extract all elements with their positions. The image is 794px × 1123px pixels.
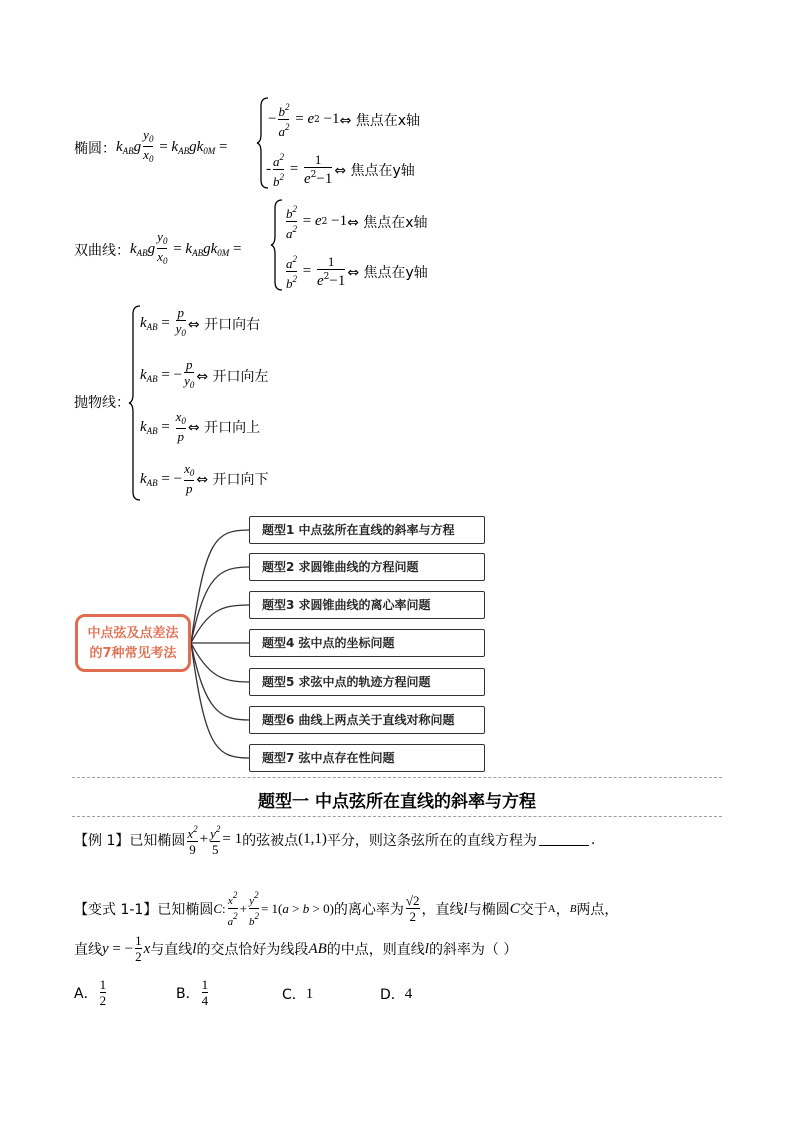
mindmap-topic-4: 题型4 弦中点的坐标问题 (249, 629, 485, 657)
option-c[interactable]: C． 1 (282, 985, 314, 1003)
ellipse-row-x: − $\frac{b^2}{a^2}$ = e 2 −1 ⇔ 焦点在x轴 (268, 102, 421, 139)
parabola-row-right: $k_{AB}$ = $\frac{p}{y_0}$ ⇔ 开口向右 (140, 305, 261, 338)
parabola-row-down-text: ⇔ 开口向下 (196, 472, 269, 488)
option-b[interactable]: B． $\frac{1}{4}$ (176, 977, 209, 1008)
variant-1-1-line2: 直线 y = − $\frac{1}{2}$ x 与直线 l 的交点恰好为线段 AB 的中点，则直线 l 的斜率为（ ） (74, 933, 518, 964)
parabola-row-left-text: ⇔ 开口向左 (196, 368, 269, 385)
parabola-row-down: $k_{AB}$ = − $\frac{x_0}{p}$ ⇔ 开口向下 (140, 461, 269, 496)
ellipse-formula-lhs: 椭圆： $k_{AB}$ g $\frac{y_0}{x_0}$ = $k_{AB}$ g $k_{0M}$ = (74, 127, 228, 164)
hyperbola-label: 双曲线： (74, 242, 130, 259)
parabola-row-up: $k_{AB}$ = $\frac{x_0}{p}$ ⇔ 开口向上 (140, 409, 261, 444)
ellipse-row-y: - $\frac{a^2}{b^2}$ = $\frac{1}{e^2-1}$ ⇔ 焦点在y轴 (266, 151, 415, 189)
hyperbola-row-y: $\frac{a^2}{b^2}$ = $\frac{1}{e^2-1}$ ⇔ 焦点在y轴 (286, 253, 428, 291)
option-a[interactable]: A． $\frac{1}{2}$ (74, 977, 107, 1008)
mindmap-topic-1: 题型1 中点弦所在直线的斜率与方程 (249, 516, 485, 544)
variant-1-1-line1: 【变式 1-1】 已知椭圆 C : $\frac{x^2}{a^2}$ + $\frac{y^2}{b^2}$ = 1(a > b > 0) 的离心率为 $\frac{√2}{2}$ ，直线 l 与椭圆 C 交于 A ， B 两点， (74, 890, 619, 928)
hyperbola-brace (270, 198, 284, 292)
variant-tag: 【变式 1-1】 (74, 902, 158, 918)
parabola-row-up-text: ⇔ 开口向上 (187, 420, 261, 436)
answer-blank[interactable] (539, 833, 589, 846)
hyperbola-formula-lhs: 双曲线： $k_{AB}$ g $\frac{y_0}{x_0}$ = $k_{AB}$ g $k_{0M}$ = (74, 229, 242, 266)
hyperbola-row-x: $\frac{b^2}{a^2}$ = e 2 −1 ⇔ 焦点在x轴 (286, 204, 428, 241)
section-title: 题型一 中点弦所在直线的斜率与方程 (258, 792, 536, 812)
mindmap-topic-2: 题型2 求圆锥曲线的方程问题 (249, 553, 485, 581)
mindmap-topic-6: 题型6 曲线上两点关于直线对称问题 (249, 706, 485, 734)
parabola-row-right-text: ⇔ 开口向右 (187, 316, 261, 333)
option-d[interactable]: D． 4 (380, 985, 413, 1003)
ellipse-label: 椭圆： (74, 140, 116, 157)
section-divider-bottom (72, 816, 722, 817)
example-1: 【例 1】 已知椭圆 $\frac{x^2}{9}$ + $\frac{y^2}{5}$ = 1 的弦被点 (1,1) 平分，则这条弦所在的直线方程为 . (74, 824, 596, 857)
example-1-point: (1,1) (298, 831, 327, 847)
hyperbola-row-y-text: ⇔ 焦点在y轴 (347, 264, 428, 281)
mindmap-topic-3: 题型3 求圆锥曲线的离心率问题 (249, 591, 485, 619)
example-1-tag: 【例 1】 (74, 832, 130, 849)
ellipse-row-y-text: ⇔ 焦点在y轴 (334, 162, 415, 179)
mindmap-topic-7: 题型7 弦中点存在性问题 (249, 744, 485, 772)
ellipse-row-x-text: ⇔ 焦点在x轴 (339, 112, 421, 129)
parabola-label: 抛物线： (74, 395, 130, 411)
mindmap-topic-5: 题型5 求弦中点的轨迹方程问题 (249, 668, 485, 696)
mindmap-center-line2: 的7种常见考法 (89, 646, 177, 661)
hyperbola-row-x-text: ⇔ 焦点在x轴 (347, 214, 428, 231)
mindmap-center (75, 614, 191, 672)
mindmap-center-line1: 中点弦及点差法 (87, 626, 179, 641)
section-divider-top (72, 777, 722, 778)
parabola-row-left: $k_{AB}$ = − $\frac{p}{y_0}$ ⇔ 开口向左 (140, 357, 269, 390)
